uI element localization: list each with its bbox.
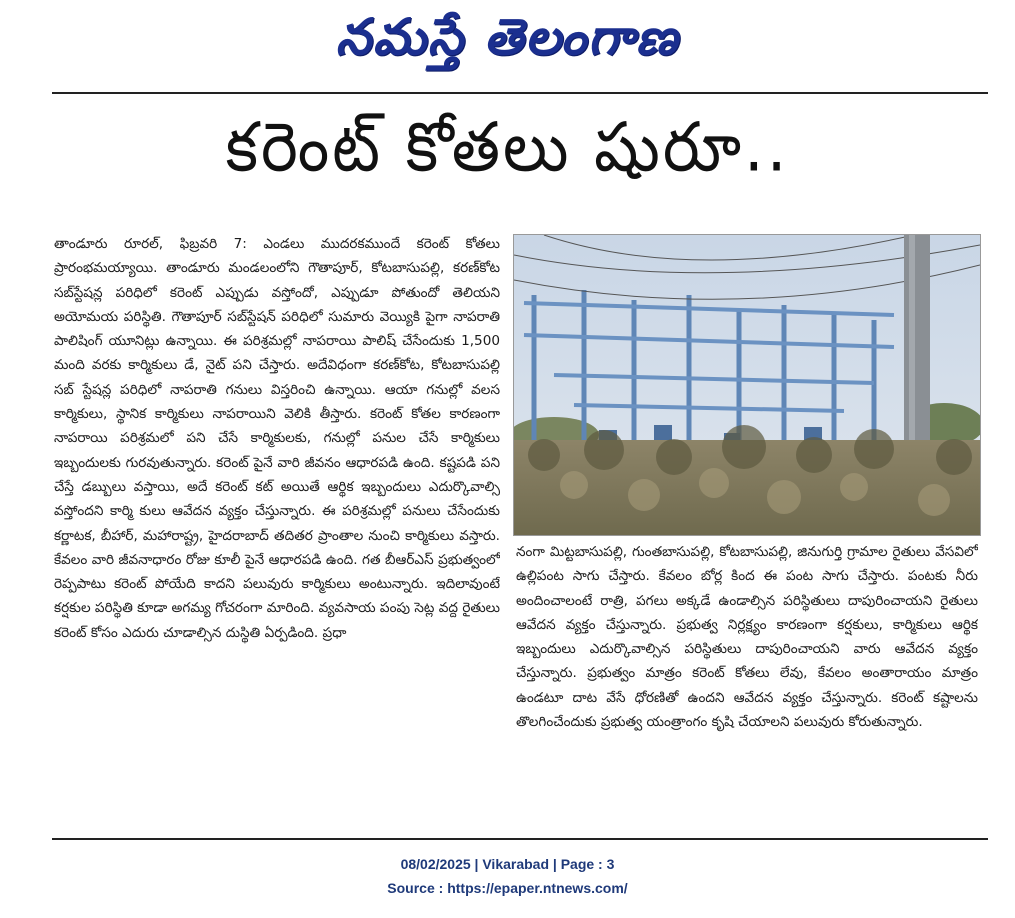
masthead [0,8,1015,78]
newspaper-title: నమస్తే తెలంగాణ [335,7,680,66]
masthead-divider [52,92,988,94]
article-headline: కరెంట్ కోతలు షురూ.. [225,106,790,187]
article-body-right-column: నంగా మిట్టబాసుపల్లి, గుంతబాసుపల్లి, కోటబాసుపల్లి, జినుగుర్తి గ్రామాల రైతులు వేసవిలో ఉల్లిపంట సాగు చేస్తారు. కేవలం బోర్ల కింద ఈ పంట సాగు చేస్తారు. పంటకు నీరు అందించాలంటే రాత్రి, పగలు అక్కడే ఉండాల్సిన పరిస్థితులు దాపురించాయని రైతులు ఆవేదన వ్యక్తం చేస్తున్నారు. ప్రభుత్వ నిర్లక్ష్యం కారణంగా కర్షకులు, కార్మికులు ఆర్థిక ఇబ్బందులు ఎదుర్కొవాల్సిన పరిస్థితులు దాపురించాయని వారు ఆవేదన వ్యక్తం చేస్తున్నారు. ప్రభుత్వం మాత్రం కరెంట్ కోతలు లేవు, కేవలం అంతారాయం మాత్రం ఉండటూ దాట వేసే ధోరణితో ఉందని ఆవేదన వ్యక్తం చేస్తున్నారు. కరెంట్ కష్టాలను తొలగించేందుకు ప్రభుత్వ యంత్రాంగం కృషి చేయాలని పలువురు కోరుతున్నారు. [516,544,978,731]
substation-photo [513,234,981,536]
headline-block [0,106,1015,200]
substation-photo-image [514,235,980,535]
footer-edition-line: 08/02/2025 | Vikarabad | Page : 3 [400,856,615,872]
footer-divider [52,838,988,840]
article-body-left-column: తాండూరు రూరల్, ఫిబ్రవరి 7: ఎండలు ముదరకముందే కరెంట్ కోతలు ప్రారంభమయ్యాయి. తాండూరు మండలంలోని గౌతాపూర్, కోటబాసుపల్లి, కరణ్‌కోట సబ్‌స్టేషన్ల పరిధిలో కరెంట్ ఎప్పుడు వస్తోందో, ఎప్పుడూ పోతుందో తెలియని అయోమయ పరిస్థితి. గౌతాపూర్ సబ్‌స్టేషన్ పరిధిలో సుమారు వెయ్యికి పైగా నాపరాతి పాలిషింగ్ యూనిట్లు ఉన్నాయి. ఈ పరిశ్రమల్లో నాపరాయి పాలిష్ చేసేందుకు 1,500 మంది వరకు కార్మికులు డే, నైట్ పని చేస్తారు. అదేవిధంగా కరణ్‌కోట, కోటబాసుపల్లి సబ్ స్టేషన్ల పరిధిలో నాపరాతి గనులు విస్తరించి ఉన్నాయి. ఆయా గనుల్లో వలస కార్మికులు, స్థానిక కార్మికులు నాపరాయిని వెలికి తీస్తారు. కరెంట్ కోతల కారణంగా నాపరాయి పరిశ్రమలో పని చేసే కార్మికులకు, గనుల్లో పనుల చేసే కార్మికులు ఇబ్బందులకు గురవుతున్నారు. కరెంట్ పైనే వారి జీవనం ఆధారపడి ఉంది. కష్టపడి పని చేస్తే డబ్బులు వస్తాయి, అదే కరెంట్ కట్ అయితే ఆర్థిక ఇబ్బందులు ఎదుర్కొవాల్సి వస్తోందని కార్మి కులు ఆవేదన వ్యక్తం చేస్తున్నారు. ఈ పరిశ్రమల్లో పనులు చేసేందుకు కర్ణాటక, బీహార్, మహారాష్ట్ర, హైదరాబాద్ తదితర ప్రాంతాల నుంచి కార్మికులు వస్తారు. కేవలం వారి జీవనాధారం రోజు కూలీ పైనే ఆధారపడి ఉంది. గత బీఆర్‌ఎస్ ప్రభుత్వంలో రెప్పపాటు కరెంట్ పోయేది కాదని పలువురు కార్మికులు అంటున్నారు. ఇదిలావుంటే కర్షకుల పరిస్థితి కూడా అగమ్య గోచరంగా మారింది. వ్యవసాయ పంపు సెట్ల వద్ద రైతులు కరెంట్ కోసం ఎదురు చూడాల్సిన దుస్థితి ఏర్పడింది. ప్రధా [54,236,500,641]
footer-source-line: Source : https://epaper.ntnews.com/ [387,880,628,896]
